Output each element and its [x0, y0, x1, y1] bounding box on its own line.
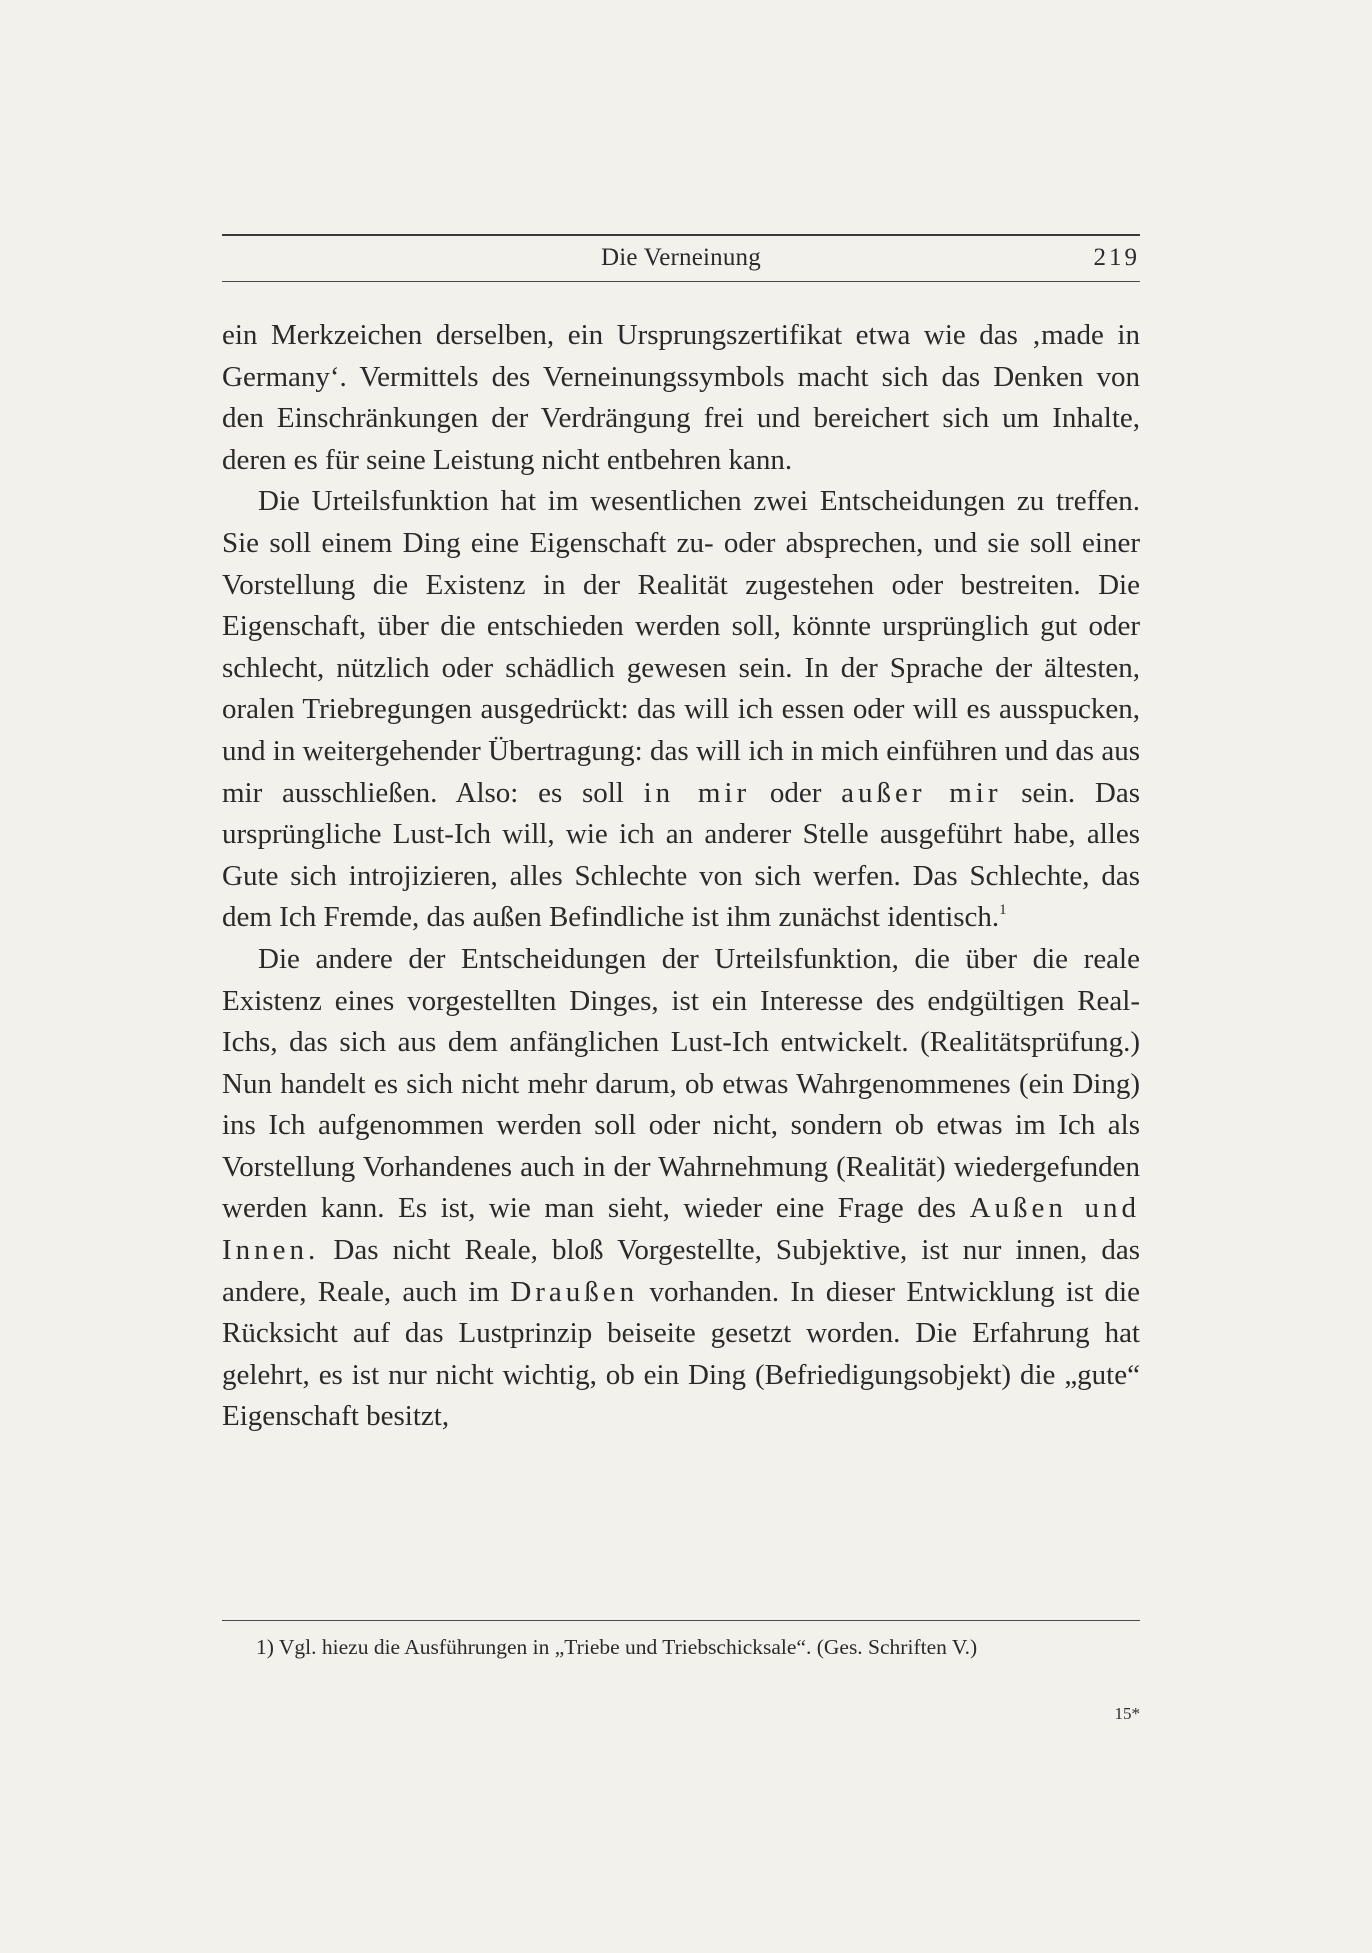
text-run: Die Urteilsfunktion hat im wesentlichen zwei Entscheidungen zu treffen. Sie soll einem Ding eine Eigenschaft zu- oder absprechen, und sie soll einer Vorstellung die Existenz in der Realität zugestehen oder bestreiten. Die Eigenschaft, über die entschieden werden soll, könnte ursprünglich gut oder schlecht, nützlich oder schädlich gewesen sein. In der Sprache der ältesten, oralen Triebregungen ausgedrückt: das will ich essen oder will es ausspucken, und in weitergehender Übertragung: das will ich in mich einführen und das aus mir ausschließen. Also: es soll	[222, 485, 1140, 809]
running-title: Die Verneinung	[601, 244, 761, 271]
emphasized-text: in mir	[643, 776, 751, 809]
footnote-reference: 1	[999, 902, 1007, 919]
header-bottom-rule	[222, 281, 1140, 282]
paragraph-2	[222, 481, 1140, 939]
emphasized-text: Außen und Innen.	[222, 1192, 1140, 1267]
text-run: sein. Das ursprüngliche Lust-Ich will, wie ich an anderer Stelle ausgeführt habe, alles Gute sich introjizieren, alles Schlechte von sich werfen. Das Schlechte, das dem Ich Fremde, das außen Befindliche ist ihm zunächst identisch.	[222, 776, 1140, 934]
running-header	[222, 230, 1140, 284]
text-run: Die andere der Entscheidungen der Urteilsfunktion, die über die reale Existenz eines vorgestellten Dinges, ist ein Interesse des endgültigen Real-Ichs, das sich aus dem anfänglichen Lust-Ich entwickelt. (Realitätsprüfung.) Nun handelt es sich nicht mehr darum, ob etwas Wahrgenommenes (ein Ding) ins Ich aufgenommen werden soll oder nicht, sondern ob etwas im Ich als Vorstellung Vorhandenes auch in der Wahrnehmung (Realität) wiedergefunden werden kann. Es ist, wie man sieht, wieder eine Frage des	[222, 942, 1140, 1225]
page-number: 219	[1093, 244, 1140, 271]
footnote-rule	[222, 1620, 1140, 1621]
footnote: 1) Vgl. hiezu die Ausführungen in „Triebe und Triebschicksale“. (Ges. Schriften V.)	[256, 1635, 978, 1659]
text-run: ein Merkzeichen derselben, ein Ursprungszertifikat etwa wie das ‚made in Germany‘. Vermittels des Verneinungssymbols macht sich das Denken von den Einschränkungen der Verdrängung frei und bereichert sich um Inhalte, deren es für seine Leistung nicht entbehren kann.	[222, 319, 1140, 476]
emphasized-text: außer mir	[841, 776, 1002, 809]
text-run: oder	[750, 776, 842, 809]
paragraph-1	[222, 315, 1140, 481]
emphasized-text: Draußen	[510, 1275, 639, 1308]
signature-mark: 15*	[1114, 1704, 1140, 1723]
paragraph-3	[222, 939, 1140, 1438]
body-text	[222, 315, 1140, 1438]
text-run: vorhanden. In dieser Entwicklung ist die Rücksicht auf das Lustprinzip beiseite gesetzt worden. Die Erfahrung hat gelehrt, es ist nur nicht wichtig, ob ein Ding (Befriedigungsobjekt) die „gute“ Eigenschaft besitzt,	[222, 1275, 1140, 1433]
text-run: Das nicht Reale, bloß Vorgestellte, Subjektive, ist nur innen, das andere, Reale, auch im	[222, 1234, 1140, 1308]
header-top-rule	[222, 234, 1140, 236]
